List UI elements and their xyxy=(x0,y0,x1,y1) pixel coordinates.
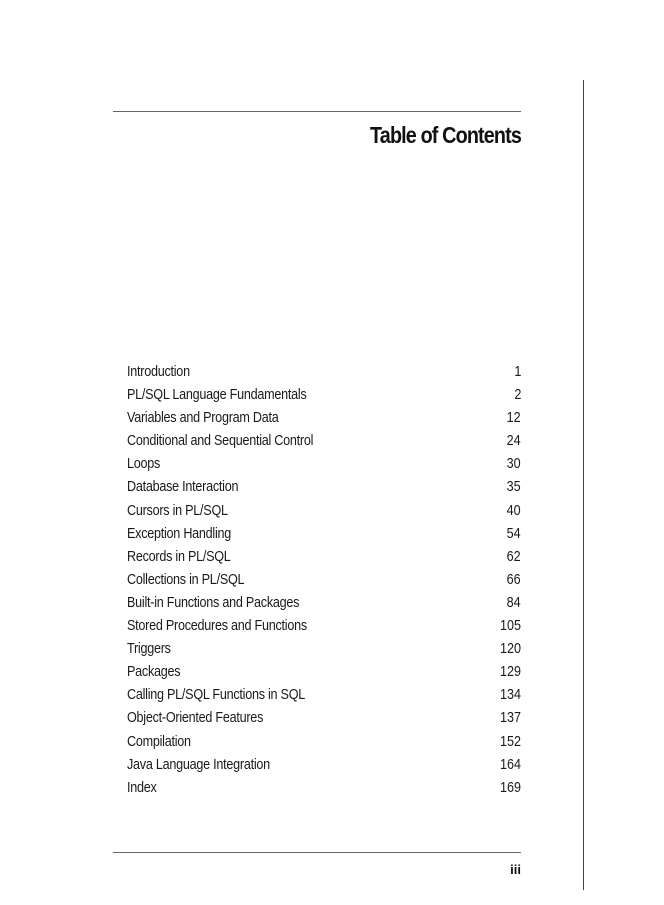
toc-entry-title: Conditional and Sequential Control xyxy=(127,432,314,450)
toc-entry[interactable] xyxy=(127,383,521,406)
toc-entry[interactable] xyxy=(127,683,521,706)
toc-entry[interactable] xyxy=(127,776,521,799)
toc-entry-page: 1 xyxy=(513,363,521,380)
toc-entry-title: PL/SQL Language Fundamentals xyxy=(127,386,307,404)
toc-entry-title: Introduction xyxy=(127,363,190,380)
toc-entry-page: 129 xyxy=(499,663,521,681)
toc-entry-title: Database Interaction xyxy=(127,478,239,496)
footer-rule xyxy=(113,852,521,853)
toc-entry-page: 164 xyxy=(499,755,521,773)
toc-entry-title: Exception Handling xyxy=(127,524,232,542)
toc-entry-page: 2 xyxy=(513,386,521,404)
toc-entry[interactable] xyxy=(127,452,521,475)
toc-entry-page: 66 xyxy=(506,570,521,588)
toc-entry-title: Stored Procedures and Functions xyxy=(127,617,307,635)
toc-entry[interactable] xyxy=(127,360,521,383)
toc-entry-page: 105 xyxy=(499,617,521,635)
toc-entry[interactable] xyxy=(127,568,521,591)
toc-entry-page: 24 xyxy=(506,432,521,450)
toc-entry-title: Calling PL/SQL Functions in SQL xyxy=(127,686,306,704)
toc-entry-title: Loops xyxy=(127,455,161,473)
toc-entry-page: 169 xyxy=(499,778,521,796)
toc-entry[interactable] xyxy=(127,591,521,614)
toc-entry[interactable] xyxy=(127,406,521,429)
toc-entry-title: Cursors in PL/SQL xyxy=(127,501,228,519)
page-title: Table of Contents xyxy=(370,122,521,148)
toc-entry-page: 84 xyxy=(506,593,521,611)
table-of-contents xyxy=(127,360,521,799)
toc-entry[interactable] xyxy=(127,475,521,498)
page-number: iii xyxy=(510,862,521,877)
header-rule xyxy=(113,111,521,112)
toc-entry-page: 152 xyxy=(499,732,521,750)
toc-entry-page: 120 xyxy=(499,640,521,658)
toc-entry[interactable] xyxy=(127,730,521,753)
toc-entry-title: Built-in Functions and Packages xyxy=(127,593,300,611)
toc-entry-page: 62 xyxy=(506,547,521,565)
toc-entry-page: 30 xyxy=(506,455,521,473)
toc-entry-title: Records in PL/SQL xyxy=(127,547,231,565)
toc-entry-title: Object-Oriented Features xyxy=(127,709,264,727)
toc-entry[interactable] xyxy=(127,660,521,683)
toc-entry-title: Triggers xyxy=(127,640,171,658)
toc-entry[interactable] xyxy=(127,499,521,522)
toc-entry-title: Variables and Program Data xyxy=(127,409,279,427)
toc-entry-page: 40 xyxy=(506,501,521,519)
toc-entry[interactable] xyxy=(127,637,521,660)
page-edge-rule xyxy=(583,80,584,890)
toc-entry[interactable] xyxy=(127,753,521,776)
toc-entry-page: 137 xyxy=(499,709,521,727)
toc-entry-title: Index xyxy=(127,778,157,796)
toc-entry-page: 12 xyxy=(506,409,521,427)
toc-entry-title: Java Language Integration xyxy=(127,755,270,773)
toc-entry[interactable] xyxy=(127,545,521,568)
toc-entry[interactable] xyxy=(127,706,521,729)
toc-entry-title: Packages xyxy=(127,663,181,681)
toc-entry[interactable] xyxy=(127,429,521,452)
toc-entry-page: 35 xyxy=(506,478,521,496)
toc-entry[interactable] xyxy=(127,522,521,545)
toc-entry[interactable] xyxy=(127,614,521,637)
toc-entry-page: 54 xyxy=(506,524,521,542)
toc-entry-title: Compilation xyxy=(127,732,191,750)
toc-entry-page: 134 xyxy=(499,686,521,704)
toc-entry-title: Collections in PL/SQL xyxy=(127,570,245,588)
